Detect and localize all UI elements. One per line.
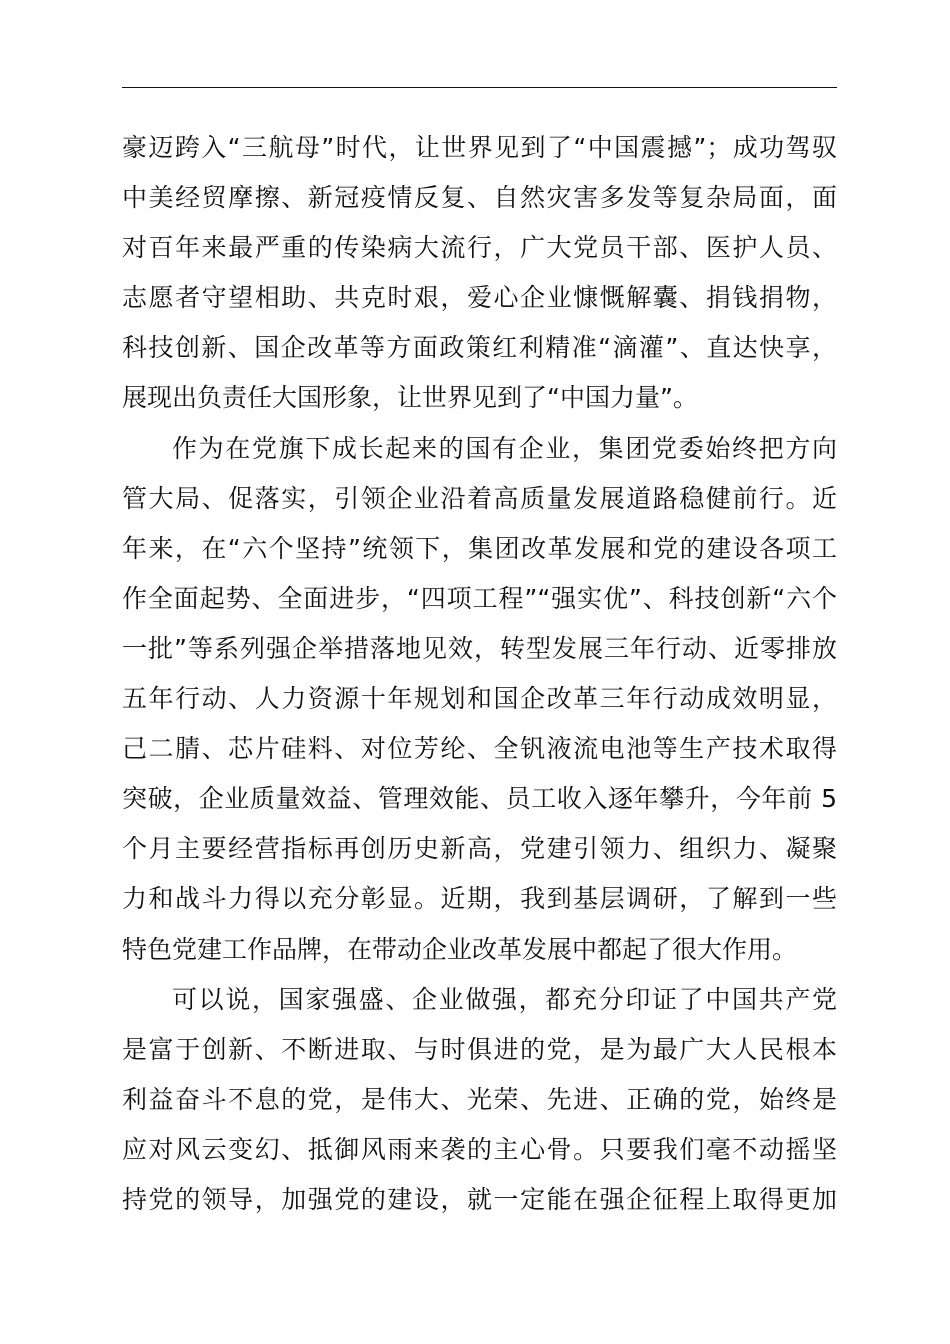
- text-line: 管大局、促落实，引领企业沿着高质量发展道路稳健前行。近: [122, 483, 837, 513]
- paragraph-2: [122, 424, 837, 975]
- text-line: 中美经贸摩擦、新冠疫情反复、自然灾害多发等复杂局面，面: [122, 183, 837, 213]
- paragraph-3: [122, 975, 837, 1225]
- text-line: 应对风云变幻、抵御风雨来袭的主心骨。只要我们毫不动摇坚: [122, 1134, 837, 1164]
- text-line: 可以说，国家强盛、企业做强，都充分印证了中国共产党: [172, 984, 837, 1014]
- text-line: 个月主要经营指标再创历史新高，党建引领力、组织力、凝聚: [122, 834, 837, 864]
- text-line: 突破，企业质量效益、管理效能、员工收入逐年攀升，今年前 5: [122, 784, 837, 814]
- body-text: [122, 123, 837, 1225]
- text-line: 作为在党旗下成长起来的国有企业，集团党委始终把方向: [172, 433, 837, 463]
- text-line: 科技创新、国企改革等方面政策红利精准“滴灌”、直达快享，: [122, 333, 837, 363]
- text-line: 展现出负责任大国形象，让世界见到了“中国力量”。: [122, 383, 698, 413]
- text-line: 豪迈跨入“三航母”时代，让世界见到了“中国震撼”；成功驾驭: [122, 133, 837, 162]
- text-line: 年来，在“六个坚持”统领下，集团改革发展和党的建设各项工: [122, 533, 837, 563]
- header-rule: [122, 87, 837, 88]
- text-line: 五年行动、人力资源十年规划和国企改革三年行动成效明显，: [122, 684, 837, 714]
- text-line: 对百年来最严重的传染病大流行，广大党员干部、医护人员、: [122, 233, 837, 263]
- text-line: 持党的领导，加强党的建设，就一定能在强企征程上取得更加: [122, 1184, 837, 1214]
- paragraph-1: [122, 123, 837, 424]
- text-line: 己二腈、芯片硅料、对位芳纶、全钒液流电池等生产技术取得: [122, 734, 837, 764]
- text-line: 力和战斗力得以充分彰显。近期，我到基层调研，了解到一些: [122, 884, 837, 914]
- text-line: 一批”等系列强企举措落地见效，转型发展三年行动、近零排放: [122, 633, 837, 663]
- text-line: 是富于创新、不断进取、与时俱进的党，是为最广大人民根本: [122, 1034, 837, 1064]
- text-line: 作全面起势、全面进步，“四项工程”“强实优”、科技创新“六个: [122, 583, 837, 613]
- text-line: 利益奋斗不息的党，是伟大、光荣、先进、正确的党，始终是: [122, 1084, 837, 1114]
- text-line: 特色党建工作品牌，在带动企业改革发展中都起了很大作用。: [122, 934, 798, 964]
- text-line: 志愿者守望相助、共克时艰，爱心企业慷慨解囊、捐钱捐物，: [122, 283, 837, 313]
